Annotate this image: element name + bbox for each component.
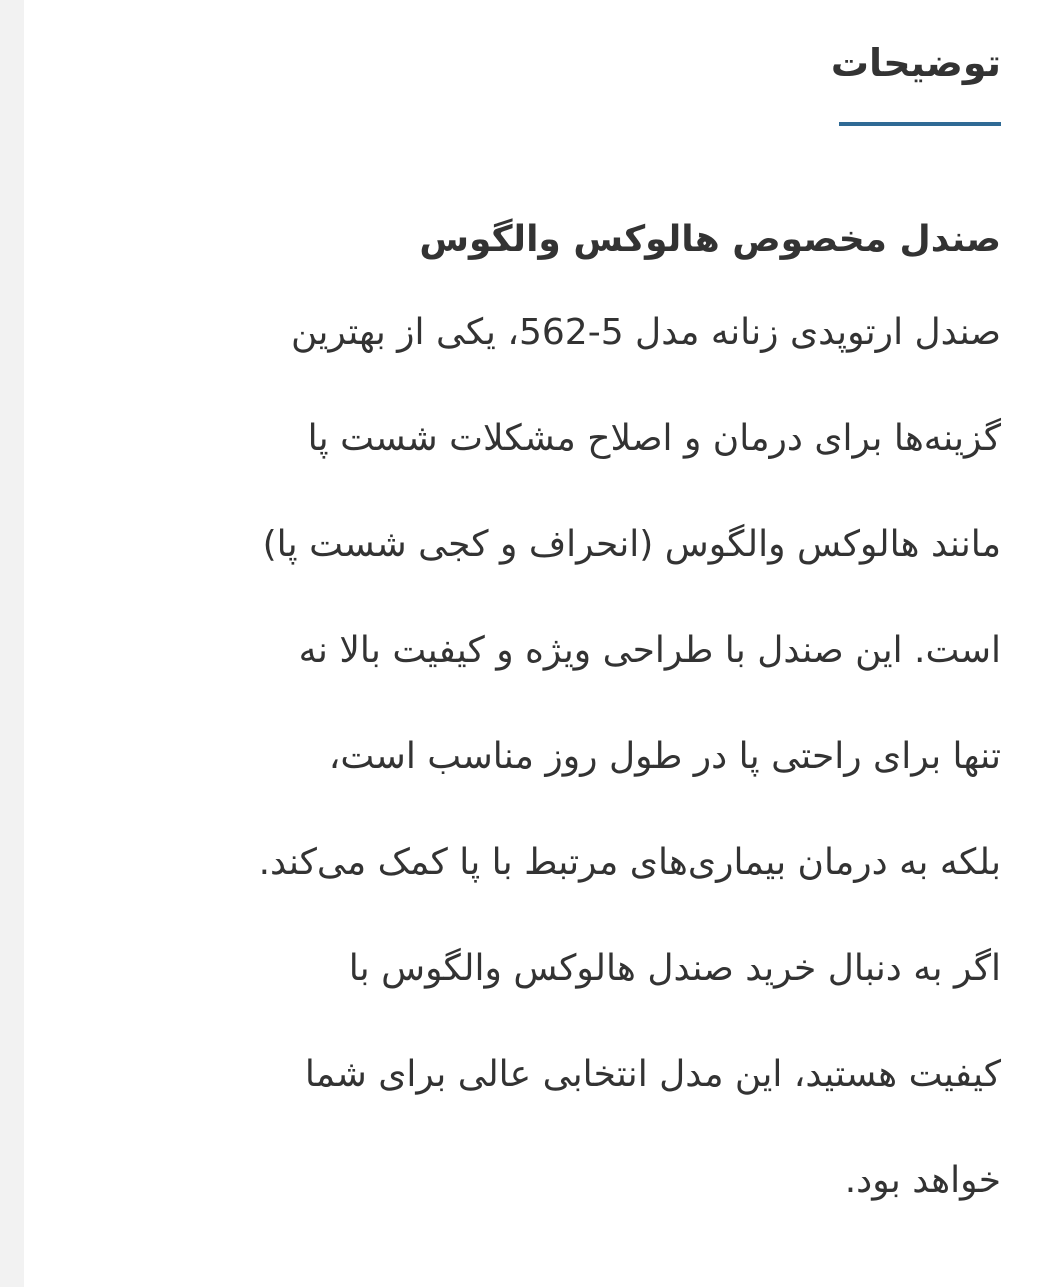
product-description-panel	[71, 0, 1001, 1234]
description-line: بلکه به درمان بیماری‌های مرتبط با پا کمک می‌کند.	[258, 842, 1001, 883]
left-gutter	[0, 0, 24, 1287]
description-text	[71, 280, 1001, 1234]
section-heading: صندل مخصوص هالوکس والگوس	[419, 219, 1001, 260]
description-line: خواهد بود.	[844, 1160, 1001, 1201]
description-line: مانند هالوکس والگوس (انحراف و کجی شست پا)	[262, 524, 1001, 565]
description-line: تنها برای راحتی پا در طول روز مناسب است،	[328, 736, 1001, 777]
description-line: اگر به دنبال خرید صندل هالوکس والگوس با	[348, 948, 1001, 989]
active-tab-indicator	[839, 122, 1001, 126]
description-line: گزینه‌ها برای درمان و اصلاح مشکلات شست پا	[307, 418, 1001, 459]
description-line: کیفیت هستید، این مدل انتخابی عالی برای شما	[304, 1054, 1001, 1095]
tab-description[interactable]: توضیحات	[830, 41, 1001, 85]
description-line: صندل ارتوپدی زنانه مدل 5-562، یکی از بهترین	[290, 312, 1001, 353]
description-line: است. این صندل با طراحی ویژه و کیفیت بالا نه	[298, 630, 1001, 671]
